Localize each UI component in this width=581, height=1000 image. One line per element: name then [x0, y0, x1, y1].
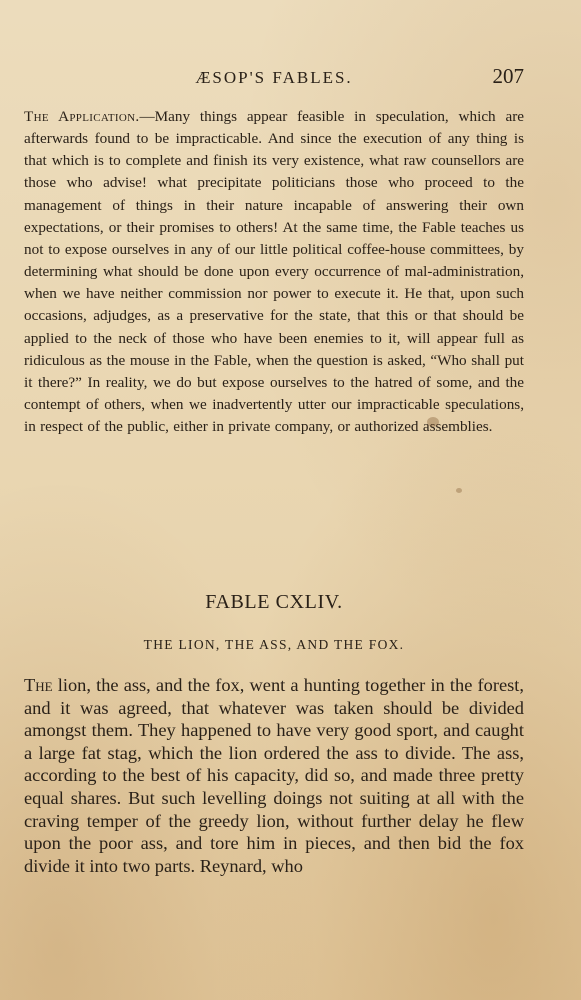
page-number: 207	[492, 64, 524, 88]
application-body: —Many things appear feasible in speculation, which are afterwards found to be impracticable. And since the execution of any thing is that which is to complete and finish its very existence, what raw counsellors are those who advise! what precipitate politicians those who proceed to the management of things in their nature incapable of answering their own expectations, or their promises to others! At the same time, the Fable teaches us not to expose ourselves in any of our little political coffee-house committees, by determining what should be done upon every occurrence of mal-administration, when we have neither commission nor power to execute it. He that, upon such occasions, adjudges, as a preservative for the state, that this or that should be applied to the neck of those who have been enemies to it, will appear full as ridiculous as the mouse in the Fable, when the question is asked, “Who shall put it there?” In reality, we do but expose ourselves to the hatred of some, and the contempt of others, when we inadvertently utter our impracticable speculations, in respect of the public, either in private company, or authorized assemblies.	[24, 108, 524, 436]
fable-number-heading: FABLE CXLIV.	[205, 591, 343, 613]
fable-body: lion, the ass, and the fox, went a hunting together in the forest, and it was agreed, that whatever was taken should be divided amongst them. They happened to have very good sport, and caught a large fat stag, which the lion ordered the ass to divide. The ass, according to the best of his capacity, did so, and made three pretty equal shares. But such levelling doings not suiting at all with the craving temper of the greedy lion, without further delay he flew upon the poor ass, and tore him in pieces, and then bid the fox divide it into two parts. Reynard, who	[24, 675, 524, 876]
application-heading: The Application.	[24, 108, 140, 125]
fable-lead-word: The	[24, 675, 53, 695]
running-head	[24, 64, 524, 94]
running-title: ÆSOP'S FABLES.	[195, 68, 353, 87]
fable-paragraph	[24, 674, 524, 877]
fable-title: THE LION, THE ASS, AND THE FOX.	[143, 637, 405, 652]
ink-blot-mark	[427, 417, 439, 427]
application-paragraph	[24, 106, 524, 438]
ink-blot-mark	[456, 488, 462, 493]
